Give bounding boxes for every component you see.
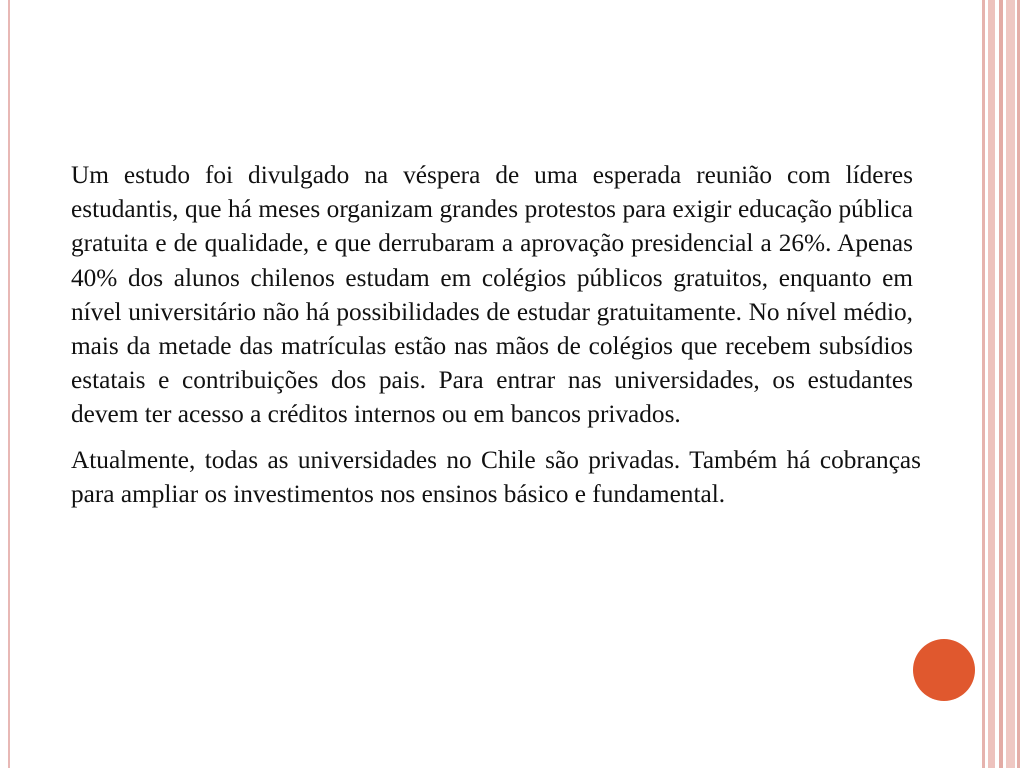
decorative-stripe	[1017, 0, 1020, 768]
decorative-stripe	[1006, 0, 1015, 768]
decorative-stripe	[988, 0, 995, 768]
paragraph-1: Um estudo foi divulgado na véspera de uma esperada reunião com líderes estudantis, que há meses organizam grandes protestos para exigir educação pública gratuita e de qualidade, e que derrubaram a aprovação presidencial a 26%. Apenas 40% dos alunos chilenos estudam em colégios públicos gratuitos, enquanto em nível universitário não há possibilidades de estudar gratuitamente. No nível médio, mais da metade das matrículas estão nas mãos de colégios que recebem subsídios estatais e contribuições dos pais. Para entrar nas universidades, os estudantes devem ter acesso a créditos internos ou em bancos privados.	[71, 161, 913, 429]
decorative-stripe	[999, 0, 1003, 768]
paragraph-2: Atualmente, todas as universidades no Chile são privadas. Também há cobranças para ampliar os investimentos nos ensinos básico e fundamental.	[71, 445, 921, 508]
left-border-line	[8, 0, 10, 768]
decorative-stripe	[982, 0, 985, 768]
slide-body	[71, 158, 921, 511]
accent-circle	[913, 639, 975, 701]
